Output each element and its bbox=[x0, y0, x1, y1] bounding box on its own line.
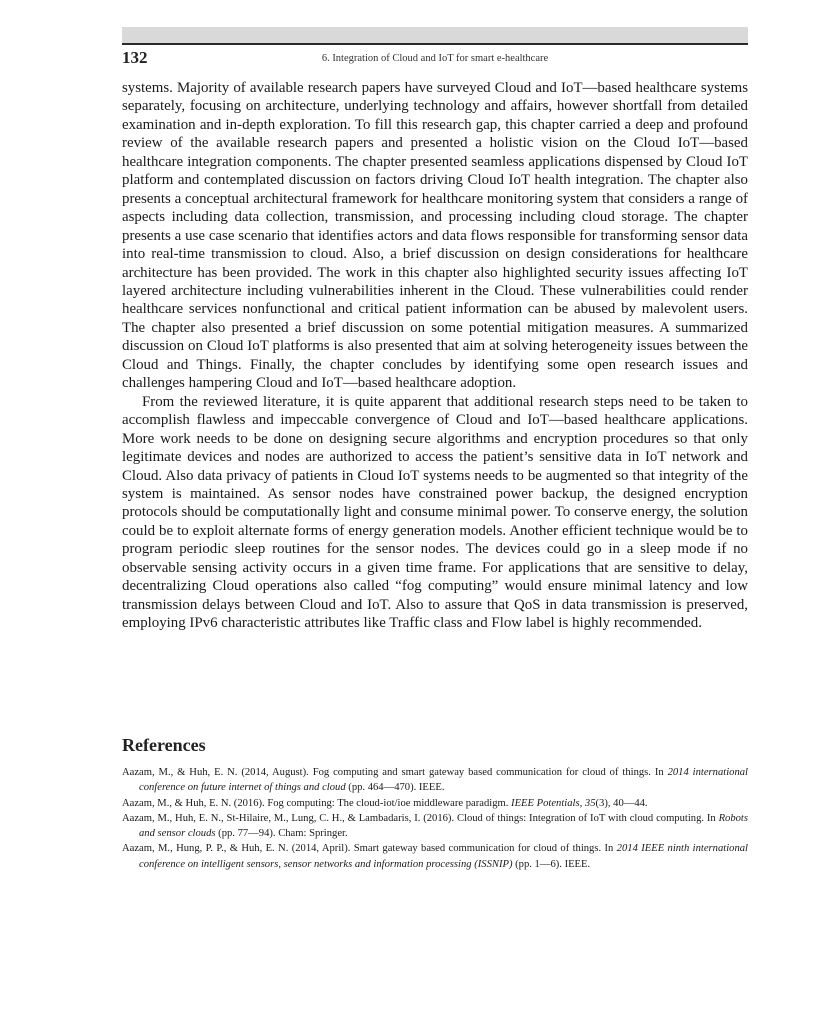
reference-item bbox=[122, 841, 748, 872]
body-text bbox=[122, 79, 748, 633]
reference-authors: Aazam, M., Hung, P. P., & Huh, E. N. (2014, April). Smart gateway based communication for cloud of things. In bbox=[122, 843, 617, 855]
paragraph: systems. Majority of available research papers have surveyed Cloud and IoT—based healthcare systems separately, focusing on architecture, underlying technology and affairs, however shortfall from detailed examination and in-depth exploration. To fill this research gap, this chapter carried a deep and profound review of the available research papers and presented a holistic vision on the Cloud IoT—based healthcare integration components. The chapter presented seamless applications dispensed by Cloud IoT platform and contemplated discussion on factors driving Cloud IoT health integration. The chapter also presents a conceptual architectural framework for healthcare monitoring system that considers a range of aspects including data collection, transmission, and processing including cloud storage. The chapter presents a use case scenario that identifies actors and data flows responsible for transforming sensor data into real-time transmission to cloud. Also, a brief discussion on design considerations for healthcare architecture has been provided. The work in this chapter also highlighted security issues affecting IoT layered architecture including vulnerabilities inherent in the Cloud. These vulnerabilities could render healthcare services nonfunctional and critical patient information can be abused by malevolent users. The chapter also presented a brief discussion on some potential mitigation measures. A summarized discussion on Cloud IoT platforms is also presented that aim at solving heterogeneity issues between the Cloud and Things. Finally, the chapter concludes by identifying some open research issues and challenges hampering Cloud and IoT—based healthcare adoption. bbox=[122, 80, 748, 392]
reference-source: 2014 international conference on future internet of things and cloud bbox=[139, 767, 748, 794]
reference-item bbox=[122, 796, 748, 811]
reference-authors: Aazam, M., & Huh, E. N. (2014, August). Fog computing and smart gateway based communication for cloud of things. In bbox=[122, 767, 668, 778]
reference-authors: Aazam, M., Huh, E. N., St-Hilaire, M., Lung, C. H., & Lambadaris, I. (2016). Cloud of things: Integration of IoT with cloud computing. In bbox=[122, 812, 719, 824]
header-band bbox=[122, 27, 748, 43]
reference-item bbox=[122, 765, 748, 796]
references-heading: References bbox=[122, 735, 206, 755]
running-head: 6. Integration of Cloud and IoT for smart e-healthcare bbox=[321, 53, 549, 64]
reference-source: 2014 IEEE ninth international conference on intelligent sensors, sensor networks and information processing (ISSNIP) bbox=[139, 843, 748, 870]
reference-details: (pp. 464—470). IEEE. bbox=[345, 782, 445, 794]
reference-source: Robots and sensor clouds bbox=[139, 812, 748, 840]
reference-authors: Aazam, M., & Huh, E. N. (2016). Fog computing: The cloud-iot/ioe middleware paradigm. bbox=[122, 797, 512, 809]
paragraph: From the reviewed literature, it is quite apparent that additional research steps need to be taken to accomplish flawless and impeccable convergence of Cloud and IoT—based healthcare applications. More work needs to be done on designing secure algorithms and encryption procedures so that only legitimate devices and nodes are authorized to access the patient’s sensitive data in IoT network and Cloud. Also data privacy of patients in Cloud IoT systems needs to be augmented so that integrity of the system is maintained. As sensor nodes have constrained power backup, the designed encryption protocols should be computationally light and consume minimal power. To conserve energy, the solution could be to exploit alternate forms of energy generation models. Another efficient technique would be to program periodic sleep routines for the sensor nodes. The devices could go in a sleep mode if no observable sensing activity occurs in a given time frame. For applications that are sensitive to delay, decentralizing Cloud operations also called “fog computing” would ensure minimal latency and low transmission delays between Cloud and IoT. Also to assure that QoS in data transmission is preserved, employing IPv6 characteristic attributes like Traffic class and Flow label is highly recommended. bbox=[122, 393, 748, 632]
reference-source: IEEE Potentials, 35 bbox=[511, 797, 596, 809]
reference-item bbox=[122, 811, 748, 842]
reference-list bbox=[122, 765, 748, 872]
page-number: 132 bbox=[122, 48, 148, 67]
reference-details: (pp. 77—94). Cham: Springer. bbox=[215, 828, 348, 840]
reference-details: (pp. 1—6). IEEE. bbox=[512, 858, 591, 870]
header-rule bbox=[122, 43, 748, 45]
reference-details: (3), 40—44. bbox=[595, 797, 648, 809]
